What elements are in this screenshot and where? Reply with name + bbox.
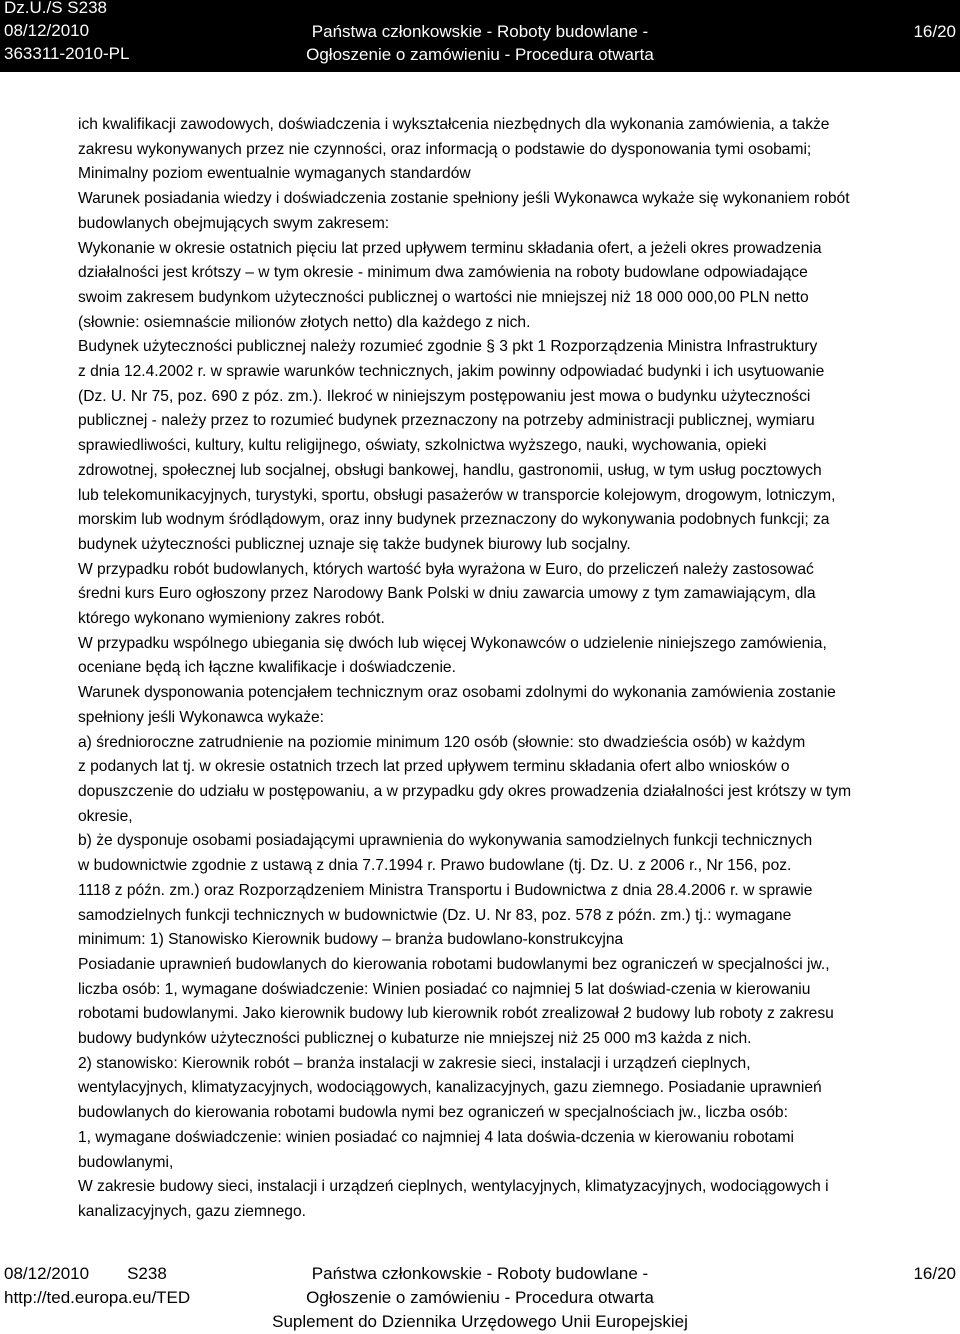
body-line: lub telekomunikacyjnych, turystyki, sportu, obsługi pasażerów w transporcie kolejowym, drogowym, lotniczym,: [78, 486, 836, 504]
body-line: z dnia 12.4.2002 r. w sprawie warunków technicznych, jakim powinny odpowiadać budynki i ich usytuowanie: [78, 363, 825, 381]
body-line: ich kwalifikacji zawodowych, doświadczenia i wykształcenia niezbędnych dla wykonania zamówienia, a także: [78, 116, 830, 133]
body-line: Minimalny poziom ewentualnie wymaganych standardów: [78, 165, 471, 183]
body-line: budowlanych obejmujących swym zakresem:: [78, 214, 390, 232]
body-line: Posiadanie uprawnień budowlanych do kierowania robotami budowlanymi bez ograniczeń w specjalności jw.,: [78, 955, 830, 973]
document-body: [78, 113, 958, 1225]
footer-code: S238: [127, 1264, 167, 1283]
body-line: robotami budowlanymi. Jako kierownik budowy lub kierownik robót zrealizował 2 budowy lub roboty z zakresu: [78, 1005, 834, 1023]
body-line: budowy budynków użyteczności publicznej o kubaturze nie mniejszej niż 25 000 m3 każda z nich.: [78, 1030, 752, 1048]
body-line: 1118 z późn. zm.) oraz Rozporządzeniem Ministra Transportu i Budownictwa z dnia 28.4.2006 r. w sprawie: [78, 881, 813, 899]
footer-title-line3: Suplement do Dziennika Urzędowego Unii Europejskiej: [272, 1312, 688, 1331]
body-line: zakresu wykonywanych przez nie czynności, oraz informacją o podstawie do dysponowania tymi osobami;: [78, 140, 812, 158]
body-line: (słownie: osiemnaście milionów złotych netto) dla każdego z nich.: [78, 313, 531, 331]
body-line: budowlanymi,: [78, 1153, 174, 1171]
body-line: którego wykonano wymieniony zakres robót.: [78, 610, 385, 628]
body-line: Budynek użyteczności publicznej należy rozumieć zgodnie § 3 pkt 1 Rozporządzenia Ministra Infrastruktury: [78, 338, 818, 356]
body-line: swoim zakresem budynkom użyteczności publicznej o wartości nie mniejszej niż 18 000 000,00 PLN netto: [78, 288, 809, 306]
body-line: minimum: 1) Stanowisko Kierownik budowy – branża budowlano-konstrukcyjna: [78, 931, 624, 949]
header-date: 08/12/2010: [4, 21, 90, 40]
body-line: działalności jest krótszy – w tym okresie - minimum dwa zamówienia na roboty budowlane odpowiadające: [78, 264, 808, 282]
body-line: budowlanych do kierowania robotami budowla nymi bez ograniczeń w specjalnościach jw., liczba osób:: [78, 1104, 788, 1122]
body-line: 1, wymagane doświadczenie: winien posiadać co najmniej 4 lata doświa-dczenia w kierowaniu robotami: [78, 1128, 794, 1146]
header-title-line1: Państwa członkowskie - Roboty budowlane -: [311, 22, 649, 41]
body-line: wentylacyjnych, klimatyzacyjnych, wodociągowych, kanalizacyjnych, gazu ziemnego. Posiadanie uprawnień: [78, 1079, 822, 1097]
body-line: sprawiedliwości, kultury, kultu religijnego, oświaty, szkolnictwa wyższego, nauki, wychowania, opieki: [78, 437, 767, 455]
footer-title-line1: Państwa członkowskie - Roboty budowlane -: [311, 1264, 649, 1283]
header-title: [0, 20, 960, 66]
page-header: [0, 0, 960, 72]
body-line: Warunek dysponowania potencjałem technicznym oraz osobami zdolnymi do wykonania zamówienia zostanie: [78, 684, 836, 702]
header-ref: 363311-2010-PL: [4, 44, 130, 63]
footer-url[interactable]: http://ted.europa.eu/TED: [4, 1288, 191, 1307]
body-line: W zakresie budowy sieci, instalacji i urządzeń cieplnych, wentylacyjnych, klimatyzacyjnych, wodociągowych i: [78, 1178, 829, 1196]
page-footer: [0, 1262, 960, 1334]
footer-date: 08/12/2010: [4, 1264, 90, 1283]
body-line: Wykonanie w okresie ostatnich pięciu lat przed upływem terminu składania ofert, a jeżeli okres prowadzenia: [78, 239, 822, 257]
body-line: (Dz. U. Nr 75, poz. 690 z póz. zm.). Ilekroć w niniejszym postępowaniu jest mowa o budynku użyteczności: [78, 387, 811, 405]
body-line: W przypadku robót budowlanych, których wartość była wyrażona w Euro, do przeliczeń należy zastosować: [78, 560, 814, 578]
body-line: b) że dysponuje osobami posiadającymi uprawnienia do wykonywania samodzielnych funkcji technicznych: [78, 832, 813, 850]
body-line: okresie,: [78, 807, 133, 825]
body-line: Warunek posiadania wiedzy i doświadczenia zostanie spełniony jeśli Wykonawca wykaże się wykonaniem robót: [78, 190, 850, 208]
body-line: 2) stanowisko: Kierownik robót – branża instalacji w zakresie sieci, instalacji i urządzeń cieplnych,: [78, 1054, 751, 1072]
body-line: a) średnioroczne zatrudnienie na poziomie minimum 120 osób (słownie: sto dwadzieścia osób) w każdym: [78, 733, 806, 751]
header-doc-id: Dz.U./S S238: [4, 0, 107, 17]
body-line: dopuszczenie do udziału w postępowaniu, a w przypadku gdy okres prowadzenia działalności jest krótszy w tym: [78, 782, 852, 800]
body-line: kanalizacyjnych, gazu ziemnego.: [78, 1202, 306, 1220]
header-title-line2: Ogłoszenie o zamówieniu - Procedura otwarta: [306, 45, 654, 64]
body-line: zdrowotnej, społecznej lub socjalnej, obsługi bankowej, handlu, gastronomii, usług, w tym usług pocztowych: [78, 461, 822, 479]
body-line: z podanych lat tj. w okresie ostatnich trzech lat przed upływem terminu składania ofert albo wniosków o: [78, 758, 790, 776]
body-line: średni kurs Euro ogłoszony przez Narodowy Bank Polski w dniu zawarcia umowy z tym zamawiającym, dla: [78, 585, 816, 603]
body-line: w budownictwie zgodnie z ustawą z dnia 7.7.1994 r. Prawo budowlane (tj. Dz. U. z 2006 r., Nr 156, poz.: [78, 857, 792, 875]
body-line: publicznej - należy przez to rozumieć budynek przeznaczony na potrzeby administracji publicznej, wymiaru: [78, 412, 815, 430]
footer-title: [0, 1262, 960, 1334]
body-line: morskim lub wodnym śródlądowym, oraz inny budynek przeznaczony do wykonywania podobnych funkcji; za: [78, 511, 830, 529]
header-page-number: 16/20: [913, 22, 956, 41]
body-line: W przypadku wspólnego ubiegania się dwóch lub więcej Wykonawców o udzielenie niniejszego zamówienia,: [78, 634, 827, 652]
body-line: oceniane będą ich łączne kwalifikacje i doświadczenie.: [78, 659, 456, 677]
footer-page-number: 16/20: [913, 1264, 956, 1283]
body-line: spełniony jeśli Wykonawca wykaże:: [78, 708, 324, 726]
body-line: budynek użyteczności publicznej uznaje się także budynek biurowy lub socjalny.: [78, 535, 631, 553]
body-line: samodzielnych funkcji technicznych w budownictwie (Dz. U. Nr 83, poz. 578 z późn. zm.) tj.: wymagane: [78, 906, 792, 924]
footer-title-line2: Ogłoszenie o zamówieniu - Procedura otwarta: [306, 1288, 654, 1307]
body-line: liczba osób: 1, wymagane doświadczenie: Winien posiadać co najmniej 5 lat doświad-czenia w kierowaniu: [78, 980, 811, 998]
